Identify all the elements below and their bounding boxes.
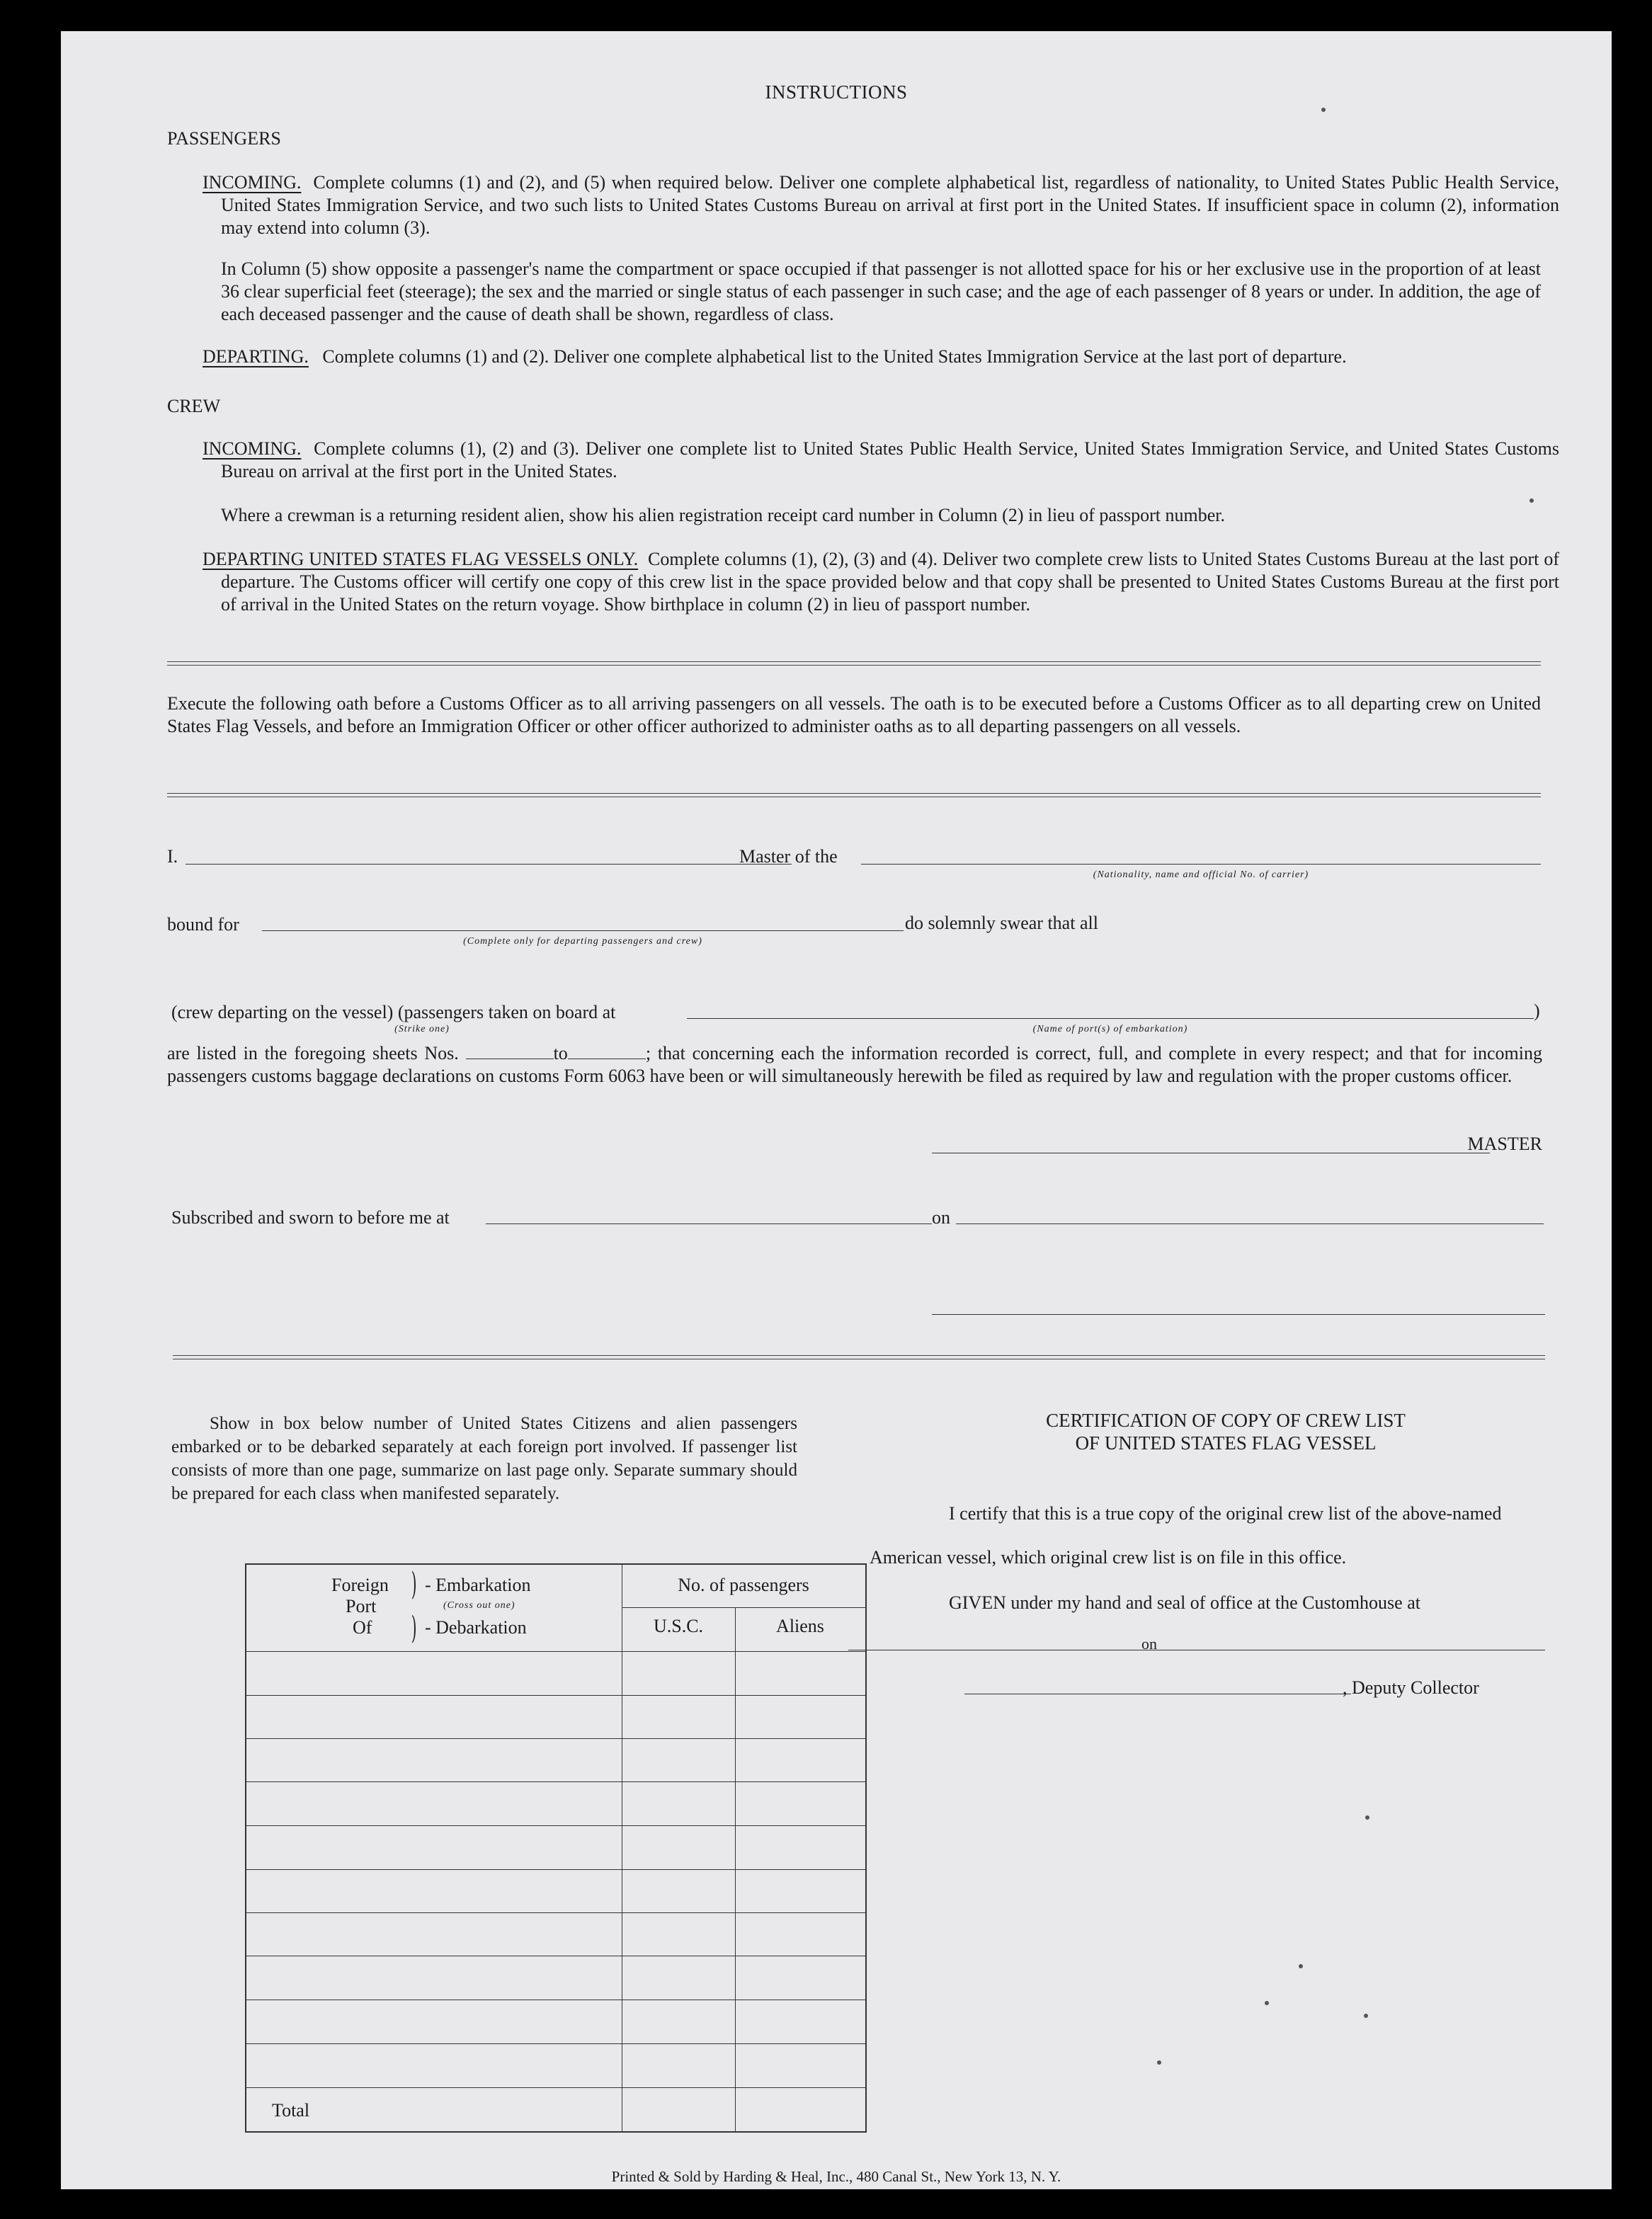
- passengers-departing-text: Complete columns (1) and (2). Deliver one complete alphabetical list to the United States Immigration Service at the last port of departure.: [322, 346, 1347, 367]
- sworn-on-label: on: [932, 1207, 950, 1228]
- passengers-column5-paragraph: In Column (5) show opposite a passenger's name the compartment or space occupied if that passenger is not allotted space for his or her exclusive use in the proportion of at least 36 clear superficial feet (steerage); the sex and the married or single status of each passenger in such case; and the age of each passenger of 8 years or under. In addition, the age of each deceased passenger and the cause of death shall be shown, regardless of class.: [221, 258, 1541, 324]
- bound-for-field[interactable]: [262, 930, 904, 931]
- sheet-to-field[interactable]: [568, 1044, 646, 1059]
- certification-title-2: OF UNITED STATES FLAG VESSEL: [1075, 1432, 1377, 1454]
- dust-speck: [1364, 2014, 1368, 2018]
- sworn-place-field[interactable]: [486, 1223, 932, 1224]
- certification-title-1: CERTIFICATION OF COPY OF CREW LIST: [1046, 1410, 1406, 1431]
- passengers-departing-paragraph: [203, 346, 1541, 368]
- header-foreign: Foreign: [331, 1575, 389, 1595]
- header-cross-out: (Cross out one): [443, 1600, 515, 1611]
- listed-paragraph: [167, 1042, 1542, 1088]
- master-label: MASTER: [1467, 1134, 1542, 1154]
- officer-signature-line[interactable]: [932, 1314, 1545, 1315]
- oath-intro: Execute the following oath before a Customs Officer as to all arriving passengers on all vessels. The oath is to be executed before a Customs Officer as to all departing crew on United States Flag Vessels, and before an Immigration Officer or other officer authorized to administer oaths as to all departing passengers on all vessels.: [167, 693, 1541, 736]
- table-row: [246, 1738, 865, 1739]
- master-name-field[interactable]: [186, 864, 792, 865]
- brace-bottom-icon: ): [411, 1610, 417, 1646]
- table-row: [246, 1869, 865, 1870]
- oath-divider: [167, 793, 1541, 797]
- passengers-incoming-paragraph: [203, 171, 1559, 239]
- header-usc: U.S.C.: [653, 1616, 704, 1636]
- passengers-departing-label: DEPARTING.: [203, 346, 309, 367]
- table-row: [246, 2087, 865, 2088]
- crew-incoming-text: Complete columns (1), (2) and (3). Deliver one complete list to United States Public Health Service, United States Immigration Service, and United States Customs Bureau on arrival at the first port in the United States.: [221, 438, 1559, 481]
- dust-speck: [1529, 498, 1534, 503]
- crew-departing-label: DEPARTING UNITED STATES FLAG VESSELS ONLY.: [203, 549, 639, 569]
- bottom-divider: [173, 1355, 1545, 1359]
- crew-crewman-paragraph: Where a crewman is a returning resident alien, show his alien registration receipt card number in Column (2) in lieu of passport number.: [221, 505, 1226, 525]
- table-row: [246, 1781, 865, 1782]
- certify-line-2: American vessel, which original crew list is on file in this office.: [870, 1547, 1347, 1568]
- given-line: GIVEN under my hand and seal of office at the Customhouse at: [949, 1592, 1420, 1613]
- deputy-collector-label: , Deputy Collector: [1343, 1677, 1479, 1698]
- embarkation-port-field[interactable]: [687, 1018, 1534, 1019]
- total-label: Total: [272, 2100, 310, 2121]
- header-no-passengers: No. of passengers: [678, 1575, 809, 1595]
- instructions-title: INSTRUCTIONS: [765, 81, 908, 103]
- port-caption: (Name of port(s) of embarkation): [1032, 1024, 1188, 1034]
- header-aliens: Aliens: [776, 1616, 824, 1636]
- swear-text: do solemnly swear that all: [905, 913, 1098, 933]
- bound-for-label: bound for: [167, 914, 239, 935]
- header-of: Of: [353, 1617, 372, 1638]
- crew-departing-paragraph: [203, 548, 1559, 616]
- table-row: [246, 1912, 865, 1913]
- printer-footer: Printed & Sold by Harding & Heal, Inc., 480 Canal St., New York 13, N. Y.: [611, 2168, 1061, 2185]
- strike-caption: (Strike one): [394, 1024, 450, 1034]
- header-port: Port: [346, 1596, 377, 1616]
- section-divider: [167, 661, 1541, 666]
- crew-incoming-paragraph: [203, 438, 1559, 483]
- certify-line-1: I certify that this is a true copy of the original crew list of the above-named: [949, 1503, 1502, 1524]
- crew-heading: CREW: [167, 396, 221, 416]
- dust-speck: [1365, 1815, 1369, 1820]
- bound-for-caption: (Complete only for departing passengers and crew): [463, 936, 702, 947]
- passengers-heading: PASSENGERS: [167, 128, 281, 149]
- listed-rest: ; that concerning each the information recorded is correct, full, and complete in every respect; and that for incoming passengers customs baggage declarations on customs Form 6063 have been or will simultaneously herewith be filed as required by law and regulation with the proper customs officer.: [167, 1043, 1543, 1086]
- dust-speck: [1157, 2060, 1161, 2065]
- passenger-summary-table: [245, 1563, 867, 2133]
- summary-instructions: Show in box below number of United States Citizens and alien passengers embarked or to be debarked separately at each foreign port involved. If passenger list consists of more than one page, summarize on last page only. Separate summary should be prepared for each class when manifested separately.: [171, 1414, 797, 1503]
- dust-speck: [1321, 108, 1326, 112]
- crew-departing-text: Complete columns (1), (2), (3) and (4). Deliver two complete crew lists to United States Customs Bureau at the last port of departure. The Customs officer will certify one copy of this crew list in the space provided below and that copy shall be presented to United States Customs Bureau at the first port of arrival in the United States on the return voyage. Show birthplace in column (2) in lieu of passport number.: [221, 549, 1559, 615]
- passengers-incoming-label: INCOMING.: [203, 172, 302, 193]
- carrier-field[interactable]: [861, 864, 1541, 865]
- carrier-caption: (Nationality, name and official No. of carrier): [1093, 869, 1309, 880]
- table-row: [246, 2043, 865, 2044]
- listed-start: are listed in the foregoing sheets Nos.: [167, 1043, 459, 1063]
- dust-speck: [1299, 1964, 1303, 1968]
- dust-speck: [1265, 2001, 1269, 2005]
- certify-on-label: on: [1141, 1635, 1157, 1653]
- crew-incoming-label: INCOMING.: [203, 438, 302, 459]
- sheet-from-field[interactable]: [466, 1044, 554, 1059]
- subscribed-label: Subscribed and sworn to before me at: [171, 1207, 450, 1228]
- form-sheet: [61, 31, 1612, 2189]
- brace-top-icon: ): [411, 1566, 417, 1602]
- oath-i-label: I.: [167, 846, 178, 867]
- master-of-the-label: Master of the: [739, 846, 838, 867]
- header-embarkation[interactable]: - Embarkation: [425, 1575, 531, 1595]
- sworn-date-field[interactable]: [956, 1223, 1544, 1224]
- passengers-incoming-text: Complete columns (1) and (2), and (5) when required below. Deliver one complete alphabetical list, regardless of nationality, to United States Public Health Service, United States Immigration Service, and two such lists to United States Customs Bureau on arrival at first port in the United States. If insufficient space in column (2), information may extend into column (3).: [221, 172, 1560, 238]
- to-label: to: [553, 1043, 568, 1063]
- table-row: [246, 1651, 865, 1652]
- crew-departing-text: (crew departing on the vessel) (passengers taken on board at: [171, 1002, 616, 1022]
- table-row: [246, 1825, 865, 1826]
- table-row: [246, 1695, 865, 1696]
- header-debarkation[interactable]: - Debarkation: [425, 1617, 527, 1638]
- close-paren: ): [1534, 1000, 1540, 1021]
